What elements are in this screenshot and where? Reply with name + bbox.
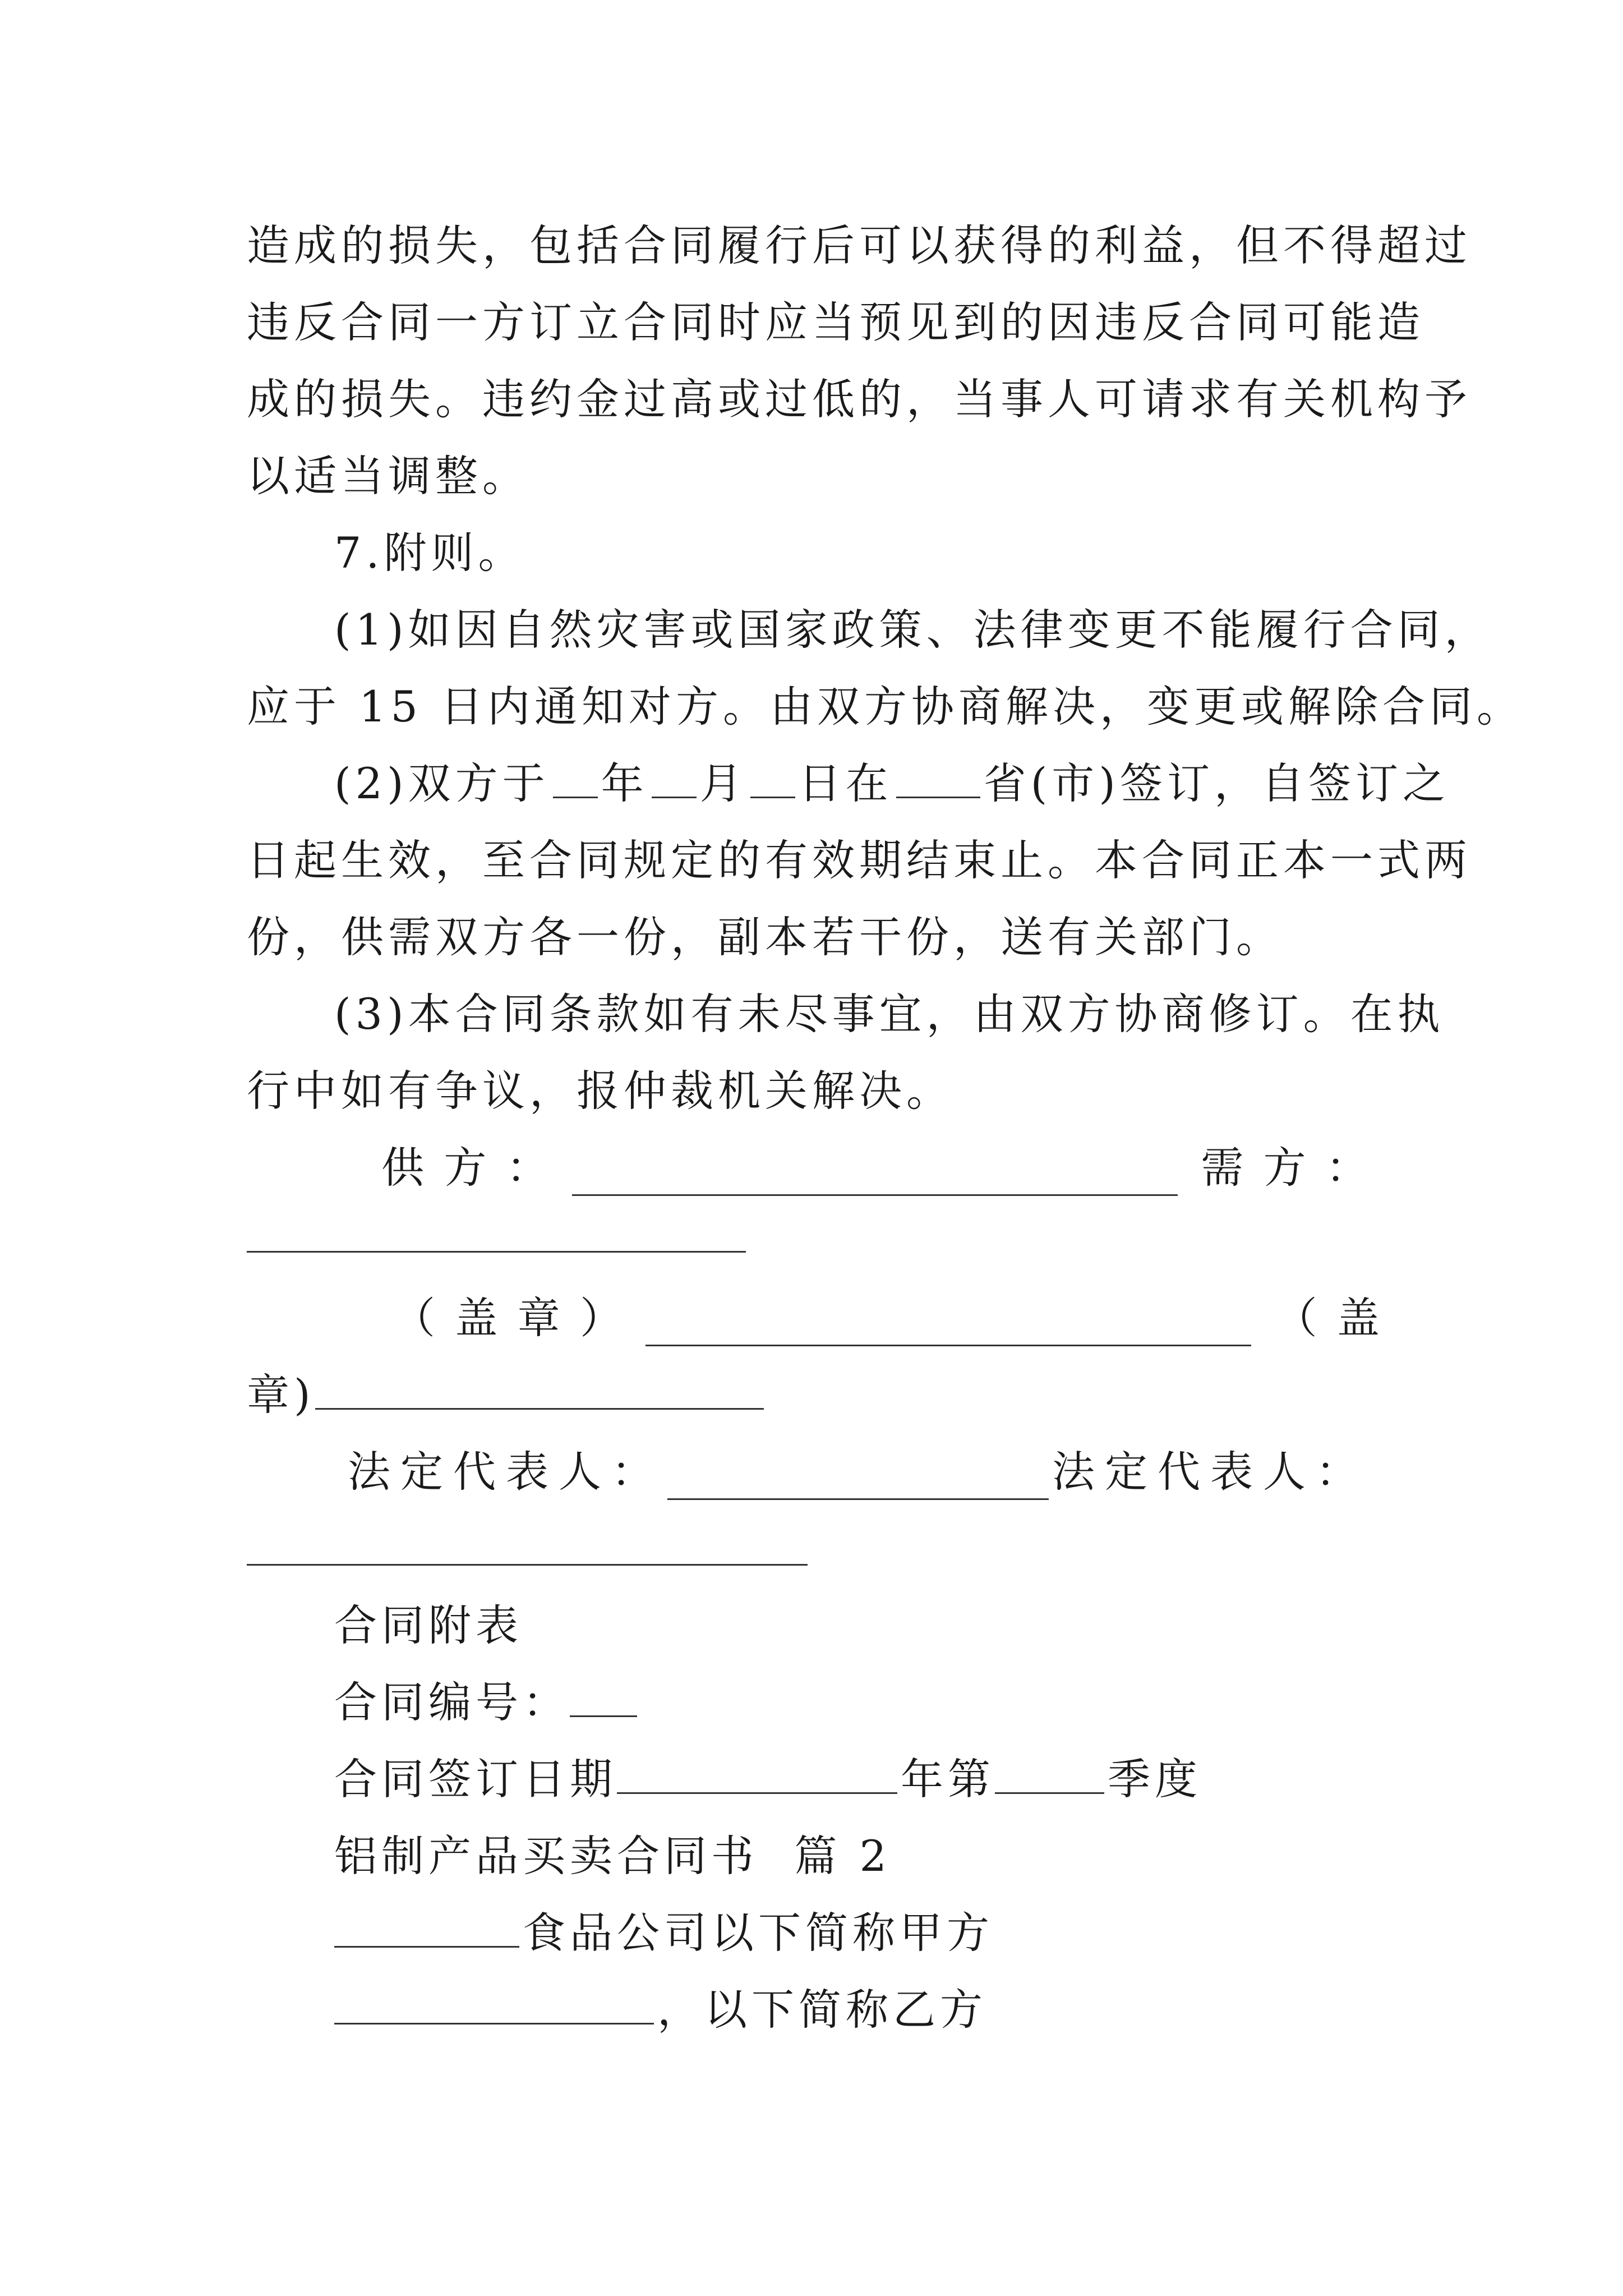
appendix-title: 合同附表: [334, 1600, 523, 1650]
sign-date-text: 年第: [901, 1754, 995, 1804]
party-b-text: ，以下简称乙方: [657, 1985, 987, 2035]
contract-number-line: [334, 1674, 1380, 1731]
clause-text: 省(市)签订，自签订之: [983, 758, 1450, 808]
party-a-text: 食品公司以下简称甲方: [523, 1908, 994, 1958]
representative-line: [348, 1444, 1368, 1500]
supplier-label-char: 供: [381, 1143, 424, 1193]
clause-line: 份，供需双方各一份，副本若干份，送有关部门。: [247, 912, 1283, 962]
province-blank[interactable]: [896, 797, 980, 798]
supplier-label-char: 方: [444, 1143, 487, 1193]
day-blank[interactable]: [750, 797, 795, 798]
seal-char: ）: [579, 1293, 623, 1343]
sign-date-line: [334, 1751, 1380, 1807]
paragraph-line: 违反合同一方订立合同时应当预见到的因违反合同可能造: [247, 297, 1424, 347]
seal-char: （: [1274, 1293, 1317, 1343]
clause-line: (3)本合同条款如有未尽事宜，由双方协商修订。在执: [334, 989, 1445, 1039]
seal-char: 盖: [1336, 1293, 1380, 1343]
seal-line-continued: [247, 1367, 1380, 1423]
party-a-line: [334, 1905, 1380, 1961]
buyer-rep-blank[interactable]: [247, 1564, 808, 1566]
clause-line: 日起生效，至合同规定的有效期结束止。本合同正本一式两: [247, 835, 1472, 885]
quarter-blank[interactable]: [995, 1792, 1104, 1794]
buyer-label-char: ：: [1325, 1143, 1368, 1193]
supplier-seal-blank[interactable]: [645, 1345, 1251, 1346]
clause-line: (1)如因自然灾害或国家政策、法律变更不能履行合同，: [334, 605, 1492, 655]
month-blank[interactable]: [652, 797, 697, 798]
buyer-label-char: 需: [1201, 1143, 1244, 1193]
supplier-buyer-line: [381, 1140, 1368, 1196]
sign-year-blank[interactable]: [617, 1792, 897, 1794]
seal-char: 盖: [455, 1293, 498, 1343]
supplier-rep-blank[interactable]: [667, 1498, 1049, 1500]
party-b-line: [334, 1982, 1380, 2038]
rep-label: 法定代表人：: [1052, 1447, 1368, 1497]
buyer-label-char: 方: [1263, 1143, 1306, 1193]
clause-line: 应于 15 日内通知对方。由双方协商解决，变更或解除合同。: [247, 682, 1524, 731]
contract-number-blank[interactable]: [570, 1715, 637, 1717]
supplier-label-char: ：: [506, 1143, 549, 1193]
rep-label: 法定代表人：: [348, 1447, 664, 1497]
clause-text: 月: [699, 758, 747, 808]
contract-number-label: 合同编号：: [334, 1677, 570, 1727]
sign-date-text: 季度: [1108, 1754, 1202, 1804]
buyer-blank[interactable]: [247, 1251, 746, 1253]
seal-char: 章): [247, 1370, 315, 1420]
clause-text: 日在: [798, 758, 893, 808]
year-blank[interactable]: [553, 797, 598, 798]
seal-char: （: [393, 1293, 435, 1343]
buyer-seal-blank[interactable]: [315, 1408, 764, 1410]
paragraph-line: 以适当调整。: [247, 451, 529, 501]
sign-date-label: 合同签订日期: [334, 1754, 617, 1804]
clause-text: 年: [601, 758, 648, 808]
party-a-blank[interactable]: [334, 1946, 519, 1948]
seal-char: 章: [517, 1293, 560, 1343]
clause-line: 行中如有争议，报仲裁机关解决。: [247, 1066, 953, 1116]
part2-title: 铝制产品买卖合同书 篇 2: [334, 1831, 891, 1881]
party-b-blank[interactable]: [334, 2023, 654, 2024]
paragraph-line: 造成的损失，包括合同履行后可以获得的利益，但不得超过: [247, 220, 1472, 270]
clause-text: (2)双方于: [334, 758, 550, 808]
seal-line: [393, 1290, 1380, 1346]
paragraph-line: 成的损失。违约金过高或过低的，当事人可请求有关机构予: [247, 374, 1472, 424]
supplier-blank[interactable]: [572, 1194, 1178, 1196]
section-heading: 7.附则。: [334, 528, 525, 578]
clause-line-with-blanks: [334, 756, 1450, 812]
